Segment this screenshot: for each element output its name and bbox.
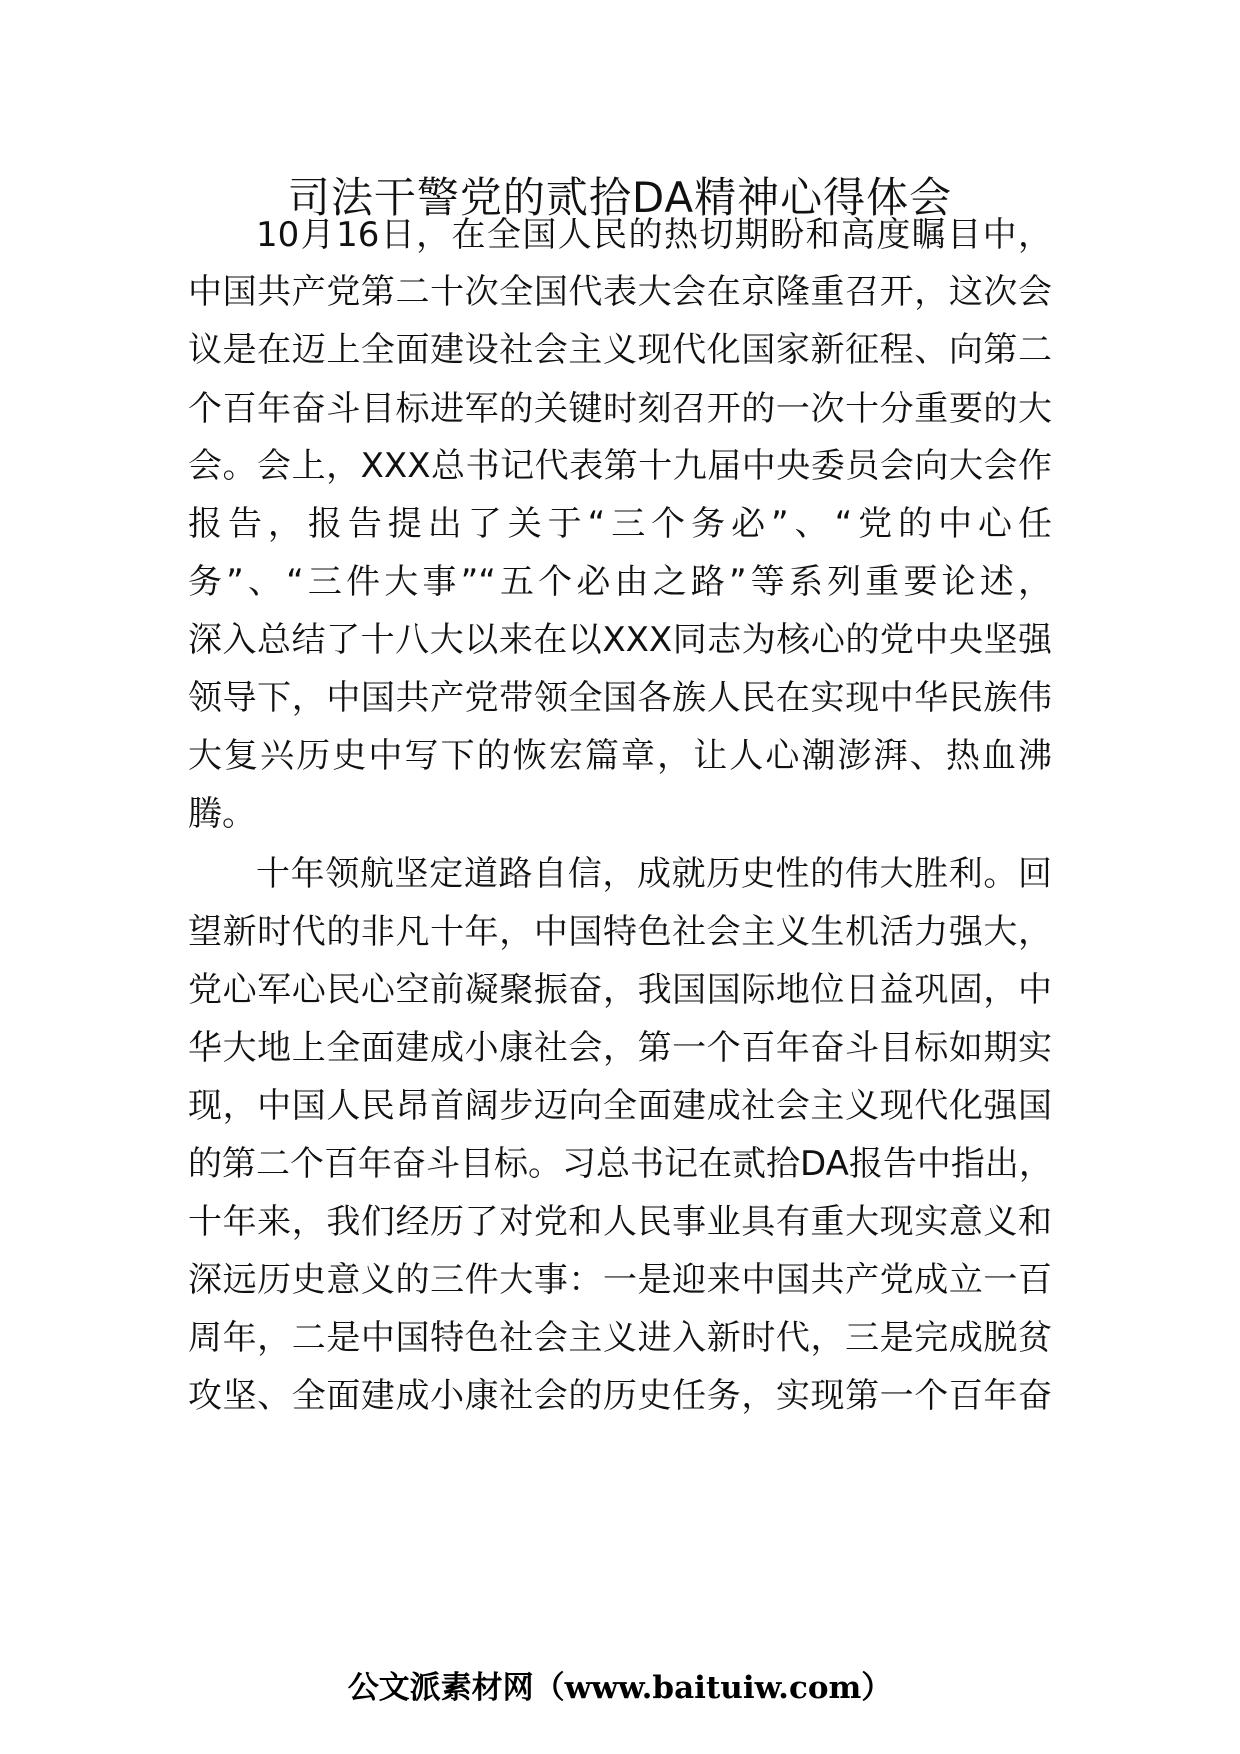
paragraph-1-line-7: 务”、“三件大事”“五个必由之路”等系列重要论述， <box>188 562 1052 602</box>
paragraph-2-line-10: 攻坚、全面建成小康社会的历史任务，实现第一个百年奋 <box>188 1376 1052 1416</box>
paragraph-1-line-10: 大复兴历史中写下的恢宏篇章，让人心潮澎湃、热血沸 <box>188 736 1052 776</box>
paragraph-1-line-4: 个百年奋斗目标进军的关键时刻召开的一次十分重要的大 <box>188 389 1052 429</box>
paragraph-2-line-9: 周年，二是中国特色社会主义进入新时代，三是完成脱贫 <box>188 1318 1052 1358</box>
paragraph-2-line-5: 现，中国人民昂首阔步迈向全面建成社会主义现代化强国 <box>188 1086 1052 1126</box>
paragraph-2-line-1: 十年领航坚定道路自信，成就历史性的伟大胜利。回 <box>256 854 1052 894</box>
paragraph-2-line-6: 的第二个百年奋斗目标。习总书记在贰拾DA报告中指出， <box>188 1144 1053 1184</box>
paragraph-1-line-1: 10月16日，在全国人民的热切期盼和高度瞩目中， <box>256 215 1052 255</box>
paragraph-1-line-5: 会。会上，XXX总书记代表第十九届中央委员会向大会作 <box>188 446 1052 486</box>
paragraph-1-line-11: 腾。 <box>188 794 256 834</box>
paragraph-2-line-3: 党心军心民心空前凝聚振奋，我国国际地位日益巩固，中 <box>188 970 1052 1010</box>
paragraph-2-line-4: 华大地上全面建成小康社会，第一个百年奋斗目标如期实 <box>188 1028 1052 1068</box>
paragraph-1-line-2: 中国共产党第二十次全国代表大会在京隆重召开，这次会 <box>188 272 1052 312</box>
paragraph-1-line-6: 报告，报告提出了关于“三个务必”、“党的中心任 <box>188 504 1052 544</box>
paragraph-2-line-8: 深远历史意义的三件大事：一是迎来中国共产党成立一百 <box>188 1260 1052 1300</box>
paragraph-1-line-9: 领导下，中国共产党带领全国各族人民在实现中华民族伟 <box>188 678 1052 718</box>
paragraph-1-line-8: 深入总结了十八大以来在以XXX同志为核心的党中央坚强 <box>188 620 1052 660</box>
paragraph-2-line-2: 望新时代的非凡十年，中国特色社会主义生机活力强大， <box>188 912 1052 952</box>
footer-watermark: 公文派素材网（www.baituiw.com） <box>347 1670 893 1706</box>
document-title: 司法干警党的贰拾DA精神心得体会 <box>287 173 953 222</box>
paragraph-1-line-3: 议是在迈上全面建设社会主义现代化国家新征程、向第二 <box>188 330 1052 370</box>
paragraph-2-line-7: 十年来，我们经历了对党和人民事业具有重大现实意义和 <box>188 1202 1052 1242</box>
